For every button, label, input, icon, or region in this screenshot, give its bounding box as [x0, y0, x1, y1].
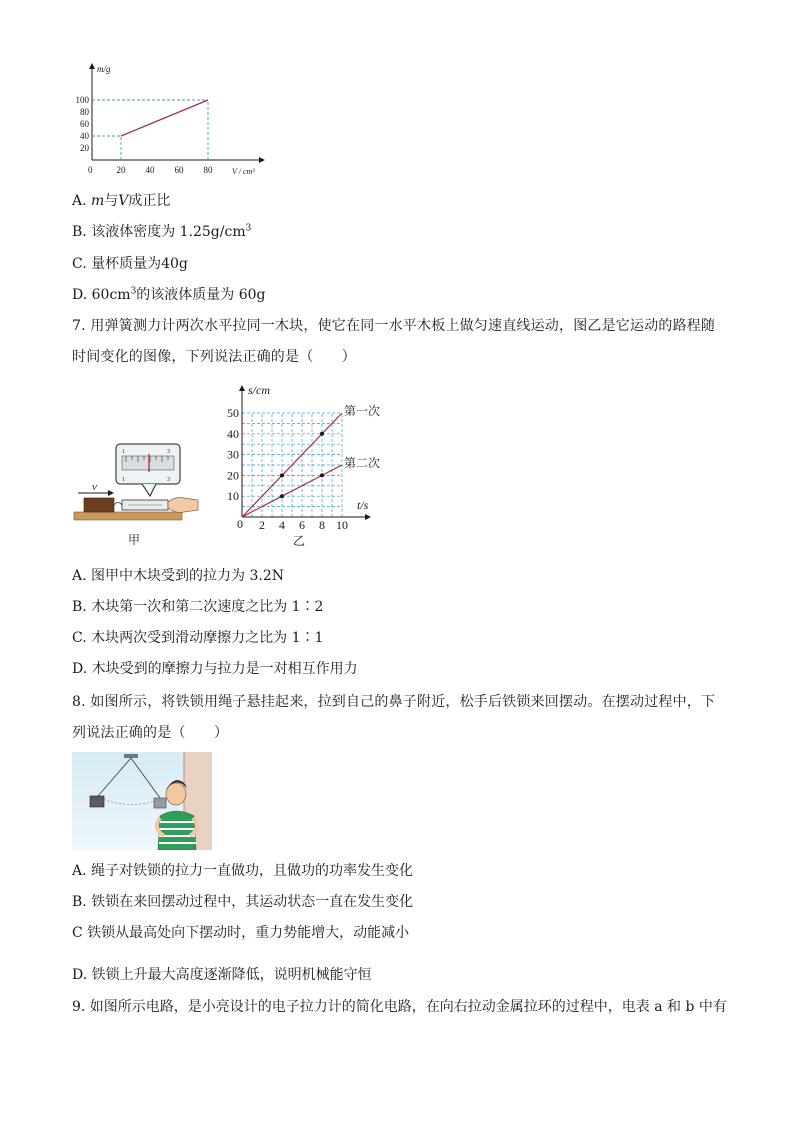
- line2-label: 第二次: [344, 456, 381, 470]
- y-tick-label: 20: [80, 143, 89, 153]
- figure-yi-graph: [220, 380, 400, 550]
- option-8a: A. 绳子对铁锁的拉力一直做功，且做功的功率发生变化: [72, 863, 414, 879]
- wooden-board: [74, 512, 182, 520]
- x-tick-label: 40: [145, 165, 155, 175]
- y-tick-label: 30: [227, 447, 239, 462]
- option-7d: D. 木块受到的摩擦力与拉力是一对相互作用力: [72, 661, 358, 677]
- s-axis-label: s/cm: [248, 383, 270, 397]
- person-shirt: [158, 811, 196, 850]
- y-tick-label: 40: [80, 131, 89, 141]
- t-axis-label: t/s: [357, 498, 369, 512]
- x-tick-label: 20: [116, 165, 126, 175]
- svg-text:1: 1: [122, 449, 125, 455]
- x-tick-label: 2: [259, 518, 265, 532]
- wooden-block: [84, 498, 114, 512]
- option-8d: D. 铁锁上升最大高度逐渐降低，说明机械能守恒: [72, 967, 372, 983]
- figure-jia-label: 甲: [128, 533, 141, 547]
- option-6b: B. 该液体密度为 $1.25g/cm^3$: [72, 223, 252, 240]
- x-tick-label: 8: [319, 518, 325, 532]
- option-6a: A. m与V成正比: [72, 193, 171, 209]
- origin-label: 0: [88, 165, 93, 175]
- pendulum-lock-illustration: [72, 752, 212, 850]
- question-8-stem: 8. 如图所示，将铁锁用绳子悬挂起来，拉到自己的鼻子附近，松手后铁锁来回摆动。在摆动过程中，下列说法正确的是（ ）: [72, 694, 716, 741]
- data-point: [320, 473, 324, 477]
- question-7-stem: 7. 用弹簧测力计两次水平拉同一木块，使它在同一水平木板上做匀速直线运动，图乙是它运动的路程随时间变化的图像，下列说法正确的是（ ）: [72, 318, 716, 365]
- data-point: [320, 432, 324, 436]
- y-tick-label: 10: [227, 489, 239, 504]
- y-tick-label: 60: [80, 119, 89, 129]
- y-axis-label: m/g: [97, 64, 111, 74]
- option-7a: A. 图甲中木块受到的拉力为 3.2N: [72, 568, 284, 584]
- option-6c: C. 量杯质量为40g: [72, 256, 188, 272]
- origin-label: 0: [237, 517, 243, 531]
- y-tick-label: 40: [227, 426, 239, 441]
- x-tick-label: 10: [336, 518, 348, 532]
- option-6d: D. $60cm^3$的该液体质量为 60g: [72, 286, 266, 303]
- hand: [168, 498, 198, 513]
- figure-jia-apparatus: [72, 440, 202, 552]
- option-7b: B. 木块第一次和第二次速度之比为 1∶2: [72, 599, 324, 615]
- figure-yi-label: 乙: [293, 534, 306, 548]
- x-axis-label: V / cm³: [232, 167, 255, 176]
- lock-right: [154, 798, 166, 808]
- y-tick-label: 50: [227, 406, 239, 420]
- option-8b: B. 铁锁在来回摆动过程中，其运动状态一直在发生变化: [72, 894, 414, 910]
- option-8c: C 铁锁从最高处向下摆动时，重力势能增大，动能减小: [72, 925, 410, 941]
- data-point: [280, 473, 284, 477]
- velocity-label: v: [92, 481, 97, 493]
- y-tick-label: 80: [80, 107, 89, 117]
- x-tick-label: 60: [174, 165, 184, 175]
- svg-text:3: 3: [167, 477, 170, 483]
- data-point: [280, 494, 284, 498]
- mass-volume-line: [121, 100, 208, 136]
- line1-label: 第一次: [344, 404, 381, 418]
- y-tick-label: 20: [227, 468, 239, 483]
- x-tick-label: 6: [299, 518, 305, 532]
- question-9-stem: 9. 如图所示电路，是小亮设计的电子拉力计的简化电路，在向右拉动金属拉环的过程中，电表 a 和 b 中有: [72, 999, 727, 1015]
- mass-volume-graph: [64, 60, 274, 185]
- option-7c: C. 木块两次受到滑动摩擦力之比为 1∶1: [72, 630, 324, 646]
- svg-text:3: 3: [167, 449, 170, 455]
- svg-text:1: 1: [122, 477, 125, 483]
- x-tick-label: 4: [279, 518, 285, 532]
- x-tick-label: 80: [203, 165, 213, 175]
- y-tick-label: 100: [75, 95, 89, 105]
- lock-left: [90, 796, 104, 807]
